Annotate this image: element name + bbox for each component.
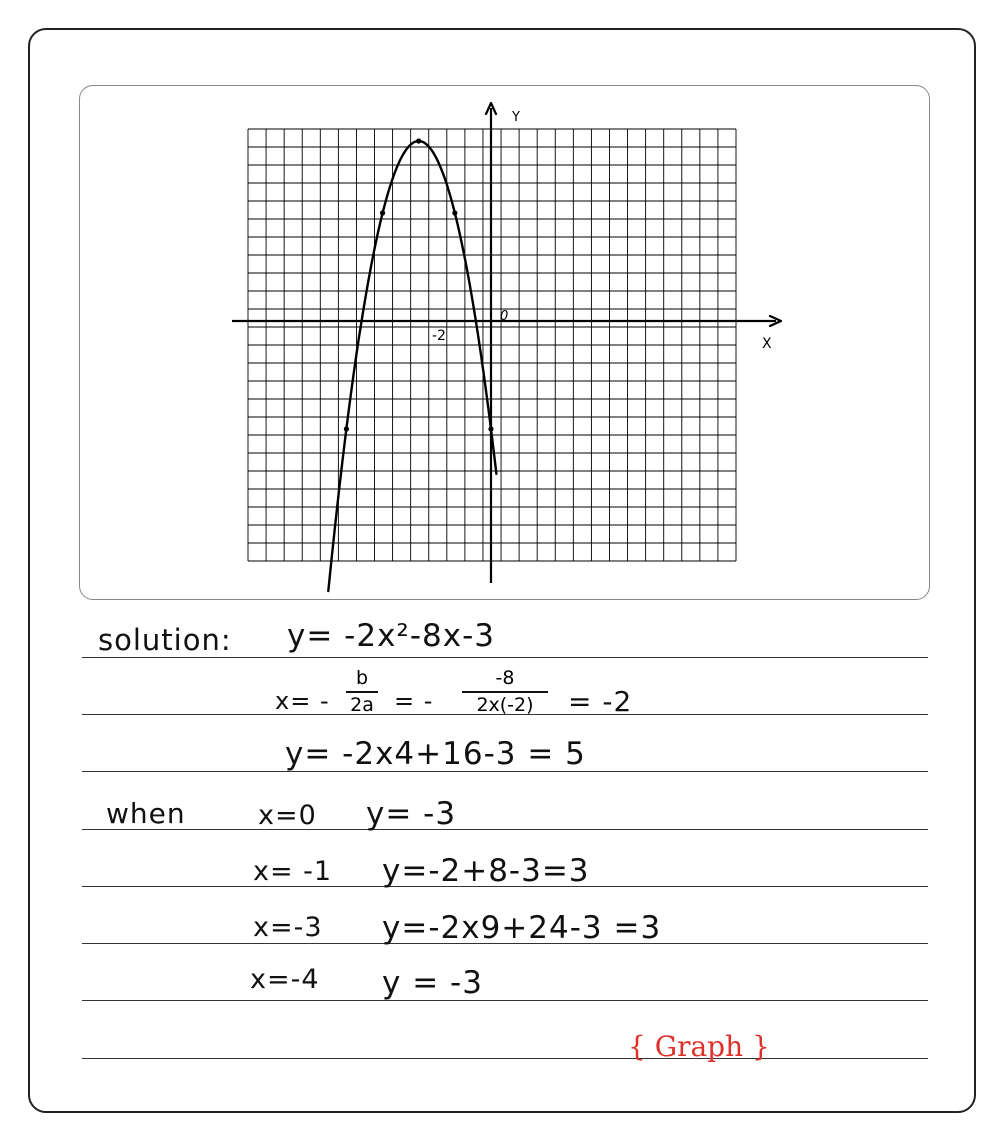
row-0-x: x=0 <box>258 800 317 831</box>
ruled-line <box>82 829 928 830</box>
fraction-denominator: 2x(-2) <box>476 694 534 716</box>
ruled-line <box>82 1000 928 1001</box>
coordinate-graph <box>80 86 931 601</box>
marked-points <box>344 138 494 431</box>
solution-label: solution: <box>98 623 232 657</box>
marked-point <box>488 426 493 431</box>
quadratic-equation: y= -2x²-8x-3 <box>287 618 496 654</box>
marked-point <box>344 426 349 431</box>
parabola-curve <box>328 141 496 591</box>
row-3-x: x=-4 <box>250 964 320 995</box>
vertex-x-equals: = - <box>394 687 434 715</box>
vertex-x-prefix: x= - <box>275 687 330 715</box>
fraction-denominator: 2a <box>350 694 374 716</box>
x-axis-label: X <box>762 336 772 352</box>
ruled-line <box>82 657 928 658</box>
when-label: when <box>106 797 186 830</box>
fraction-minus8-over-2x-2 <box>462 669 548 715</box>
fraction-numerator: b <box>346 669 378 693</box>
vertex-x-tick-label: -2 <box>432 328 446 344</box>
fraction-numerator: -8 <box>462 669 548 693</box>
vertex-y-calculation: y= -2x4+16-3 = 5 <box>285 736 586 772</box>
row-1-x: x= -1 <box>253 856 333 887</box>
marked-point <box>380 210 385 215</box>
marked-point <box>416 138 421 143</box>
row-0-y: y= -3 <box>366 796 457 832</box>
marked-point <box>452 210 457 215</box>
origin-label: 0 <box>500 309 509 324</box>
fraction-b-over-2a <box>346 669 378 715</box>
row-3-y: y = -3 <box>382 965 483 1001</box>
row-2-y: y=-2x9+24-3 =3 <box>382 910 662 946</box>
y-axis-label: Y <box>512 110 520 125</box>
graph-tag: { Graph } <box>628 1030 770 1063</box>
ruled-line <box>82 1058 928 1059</box>
row-2-x: x=-3 <box>253 912 323 943</box>
graph-panel <box>79 85 930 600</box>
vertex-x-result: = -2 <box>568 685 633 718</box>
row-1-y: y=-2+8-3=3 <box>382 853 590 889</box>
